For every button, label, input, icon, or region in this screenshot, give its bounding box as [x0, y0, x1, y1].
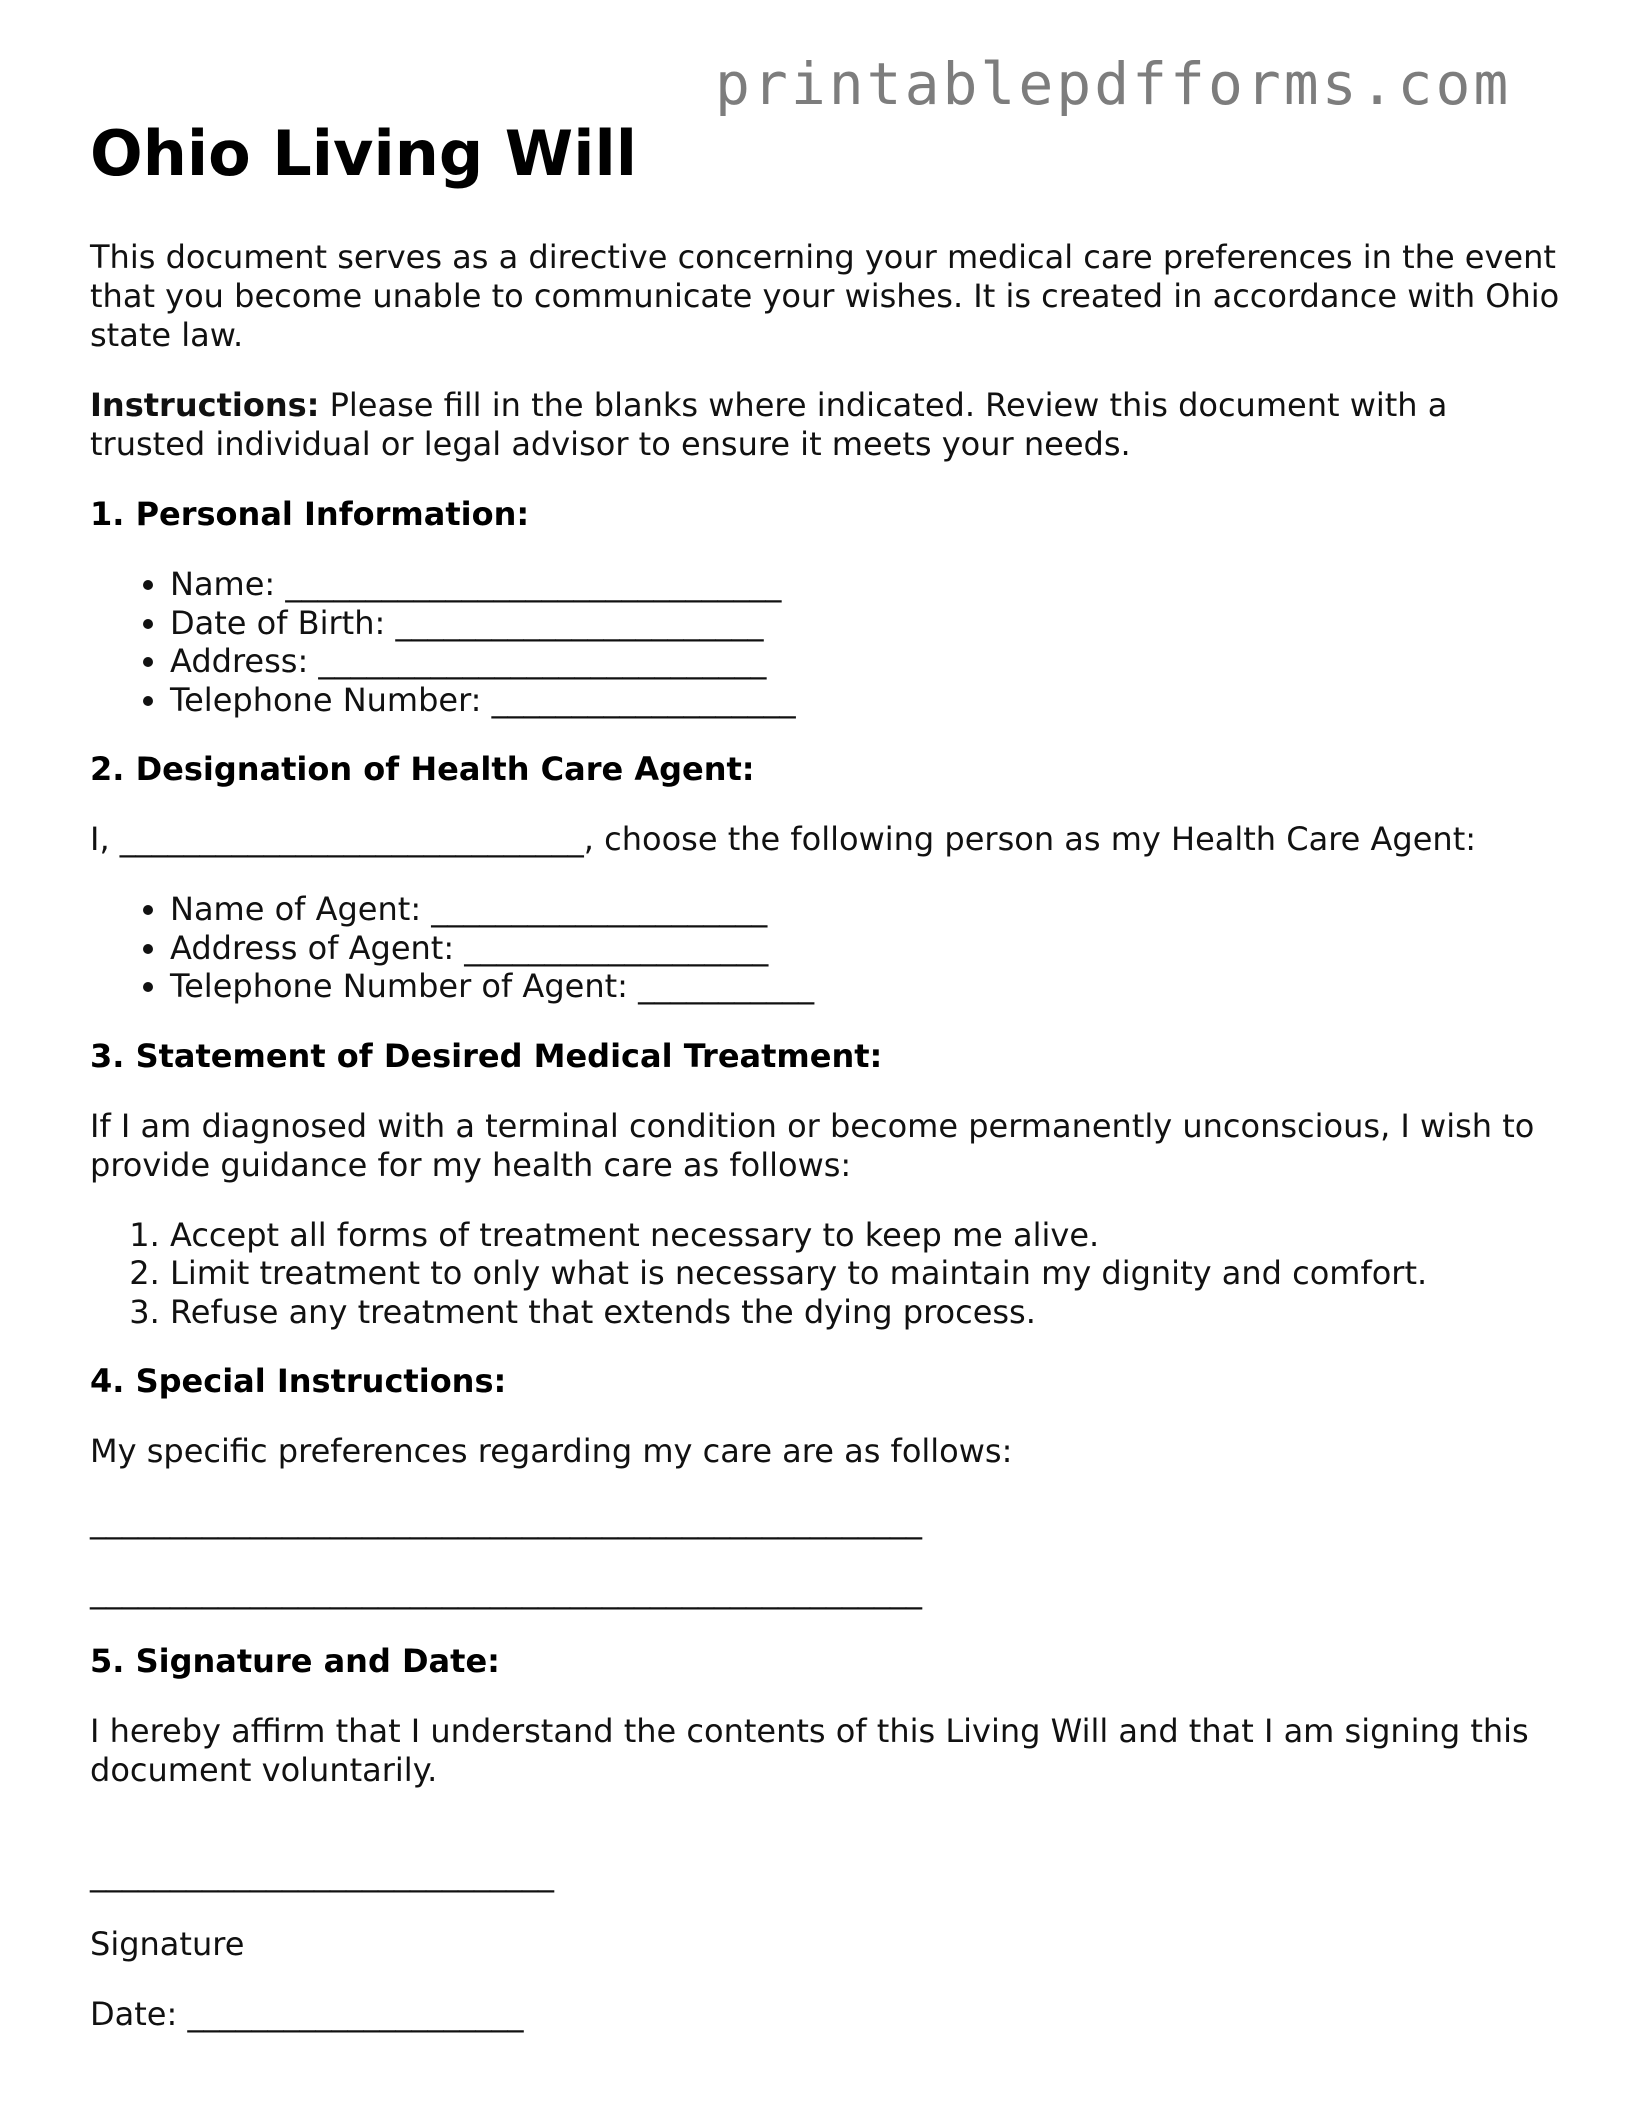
- date-field[interactable]: Date: _____________________: [90, 1995, 524, 2034]
- personal-address-field[interactable]: • Address: ____________________________: [170, 642, 1570, 681]
- instructions-label: Instructions:: [90, 386, 320, 425]
- intro-paragraph: This document serves as a directive concerning your medical care preferences in the event that you become unable to communicate your wishes. It is created in accordance with Ohio state law.: [90, 238, 1560, 355]
- agent-name-field[interactable]: • Name of Agent: _____________________: [170, 890, 1570, 929]
- signature-label: Signature: [90, 1925, 245, 1964]
- personal-info-list: [90, 565, 1570, 719]
- document-page: [90, 110, 1570, 2065]
- special-statement: My specific preferences regarding my care are as follows:: [90, 1432, 1013, 1471]
- signature-line[interactable]: _____________________________: [90, 1855, 554, 1894]
- section-treatment-heading: 3. Statement of Desired Medical Treatment:: [90, 1036, 883, 1075]
- treatment-statement: If I am diagnosed with a terminal condition or become permanently unconscious, I wish to provide guidance for my health care as follows:: [90, 1106, 1535, 1184]
- treatment-option: 1. Accept all forms of treatment necessary to keep me alive.: [170, 1216, 1570, 1255]
- section-agent-heading: 2. Designation of Health Care Agent:: [90, 750, 755, 789]
- signature-statement: I hereby affirm that I understand the contents of this Living Will and that I am signing this document voluntarily.: [90, 1712, 1529, 1790]
- section-special-heading: 4. Special Instructions:: [90, 1362, 507, 1401]
- personal-dob-field[interactable]: • Date of Birth: _______________________: [170, 604, 1570, 643]
- agent-statement[interactable]: I, _____________________________, choose the following person as my Health Care Agent:: [90, 820, 1477, 859]
- instructions-paragraph: [90, 386, 1570, 464]
- instructions-text: Please fill in the blanks where indicated. Review this document with a trusted individual or legal advisor to ensure it meets your needs.: [90, 386, 1448, 464]
- agent-info-list: [90, 890, 1570, 1006]
- agent-phone-field[interactable]: • Telephone Number of Agent: ___________: [170, 967, 1570, 1006]
- watermark: printablepdfforms.com: [715, 50, 1512, 118]
- signature-spacer: [90, 1821, 1570, 1855]
- section-personal-heading: 1. Personal Information:: [90, 495, 530, 534]
- special-instructions-line-2[interactable]: ____________________________________________________: [90, 1572, 922, 1611]
- treatment-option: 3. Refuse any treatment that extends the dying process.: [170, 1293, 1570, 1332]
- personal-name-field[interactable]: • Name: _______________________________: [170, 565, 1570, 604]
- treatment-option: 2. Limit treatment to only what is necessary to maintain my dignity and comfort.: [170, 1254, 1570, 1293]
- personal-phone-field[interactable]: • Telephone Number: ___________________: [170, 681, 1570, 720]
- document-title: Ohio Living Will: [90, 117, 637, 190]
- special-instructions-line-1[interactable]: ____________________________________________________: [90, 1502, 922, 1541]
- treatment-options-list: [90, 1216, 1570, 1332]
- agent-address-field[interactable]: • Address of Agent: ___________________: [170, 929, 1570, 968]
- section-signature-heading: 5. Signature and Date:: [90, 1642, 500, 1681]
